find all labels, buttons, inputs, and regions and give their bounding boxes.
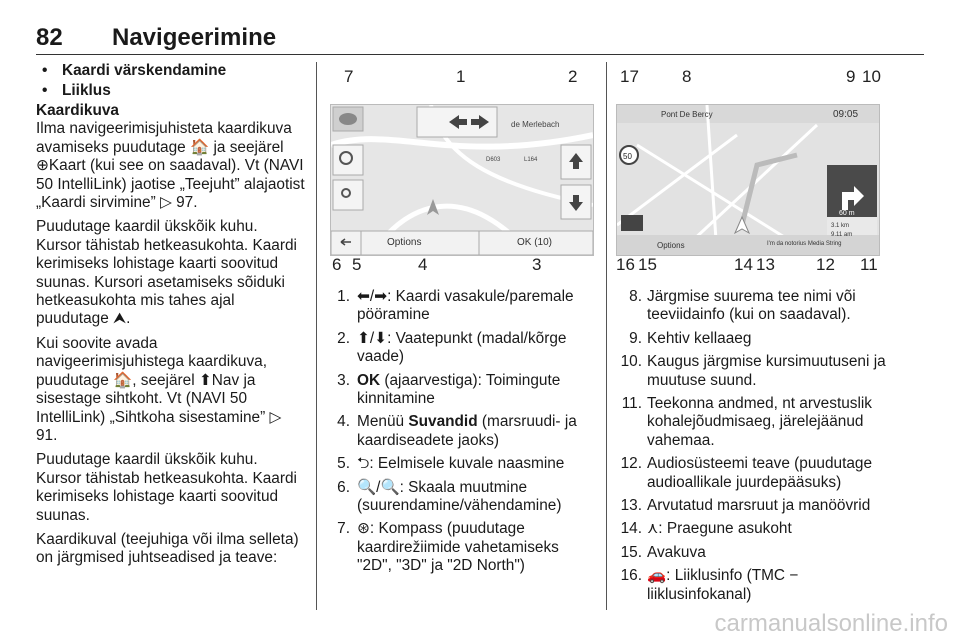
map-graphic [331, 105, 593, 255]
callout: 10 [862, 67, 881, 86]
callout: 7 [344, 67, 354, 86]
callout: 13 [756, 255, 775, 274]
legend-item: 8. Järgmise suurema tee nimi või teeviidainfo (kui on saadaval). [629, 288, 856, 324]
map-screen [616, 104, 880, 256]
bullet-item: • Kaardi värskendamine [36, 62, 306, 82]
callout: 17 [620, 67, 639, 86]
map-screen [330, 104, 594, 256]
callout: 6 [332, 255, 342, 274]
page-number: 82 [36, 24, 63, 51]
paragraph: Kaardikuval (teejuhiga või ilma selleta) on järgmised juhtseadised ja teave: [36, 530, 299, 567]
map-figure-1 [330, 67, 592, 274]
callout: 8 [682, 67, 692, 86]
options-button[interactable]: Options [387, 237, 422, 248]
legend-item: 13. Arvutatud marsruut ja manöövrid [620, 497, 871, 515]
legend-item: 9. Kehtiv kellaaeg [629, 329, 752, 347]
callout: 2 [568, 67, 578, 86]
legend-item: 10. Kaugus järgmise kursimuutuseni ja muutuse suund. [620, 353, 886, 389]
legend-item: 6. 🔍/🔍: Skaala muutmine (suurendamine/vähendamine) [337, 478, 562, 515]
paragraph: Ilma navigeerimisjuhisteta kaardikuva avamiseks puudutage 🏠 ja seejärel ⊕Kaart (kui see on saadaval). Vt (NAVI 50 IntelliLink) jaotise „Teejuht” alajaotist „Kaardi sirvimine” ▷ 97. [36, 120, 305, 212]
legend-item: 14. ⋏: Praegune asukoht [620, 520, 792, 538]
street-name: Pont De Bercy [661, 110, 713, 119]
callout: 11 [860, 255, 878, 274]
remaining-distance: 3.1 km [831, 223, 850, 229]
arrival-time: 9.11 am [831, 232, 853, 238]
speed-limit: 50 [623, 152, 632, 161]
legend-item: 1. ⬅/➡: Kaardi vasakule/paremale pööramine [337, 288, 574, 324]
column-middle [330, 62, 592, 581]
legend-item: 15. Avakuva [620, 543, 706, 561]
legend-item: 5. ⮌: Eelmisele kuvale naasmine [337, 455, 565, 473]
map-label: D603 [486, 157, 501, 163]
legend-item: 12. Audiosüsteemi teave (puudutage audioallikale juurdepääsuks) [620, 455, 873, 491]
turn-distance: 60 m [839, 210, 855, 217]
section-title: Kaardikuva [36, 102, 119, 119]
legend-item: 11. Teekonna andmed, nt arvestuslik kohalejõudmisaeg, järelejäänud vahemaa. [621, 395, 873, 449]
page-title: Navigeerimine [112, 24, 277, 51]
watermark: carmanualsonline.info [714, 610, 948, 637]
paragraph: Puudutage kaardil ükskõik kuhu. Kursor tähistab hetkeasukohta. Kaardi kerimiseks lohistage kaarti soovitud suunas. Kursori asetamiseks sõiduki hetkeasukohta mis tahes ajal puudutage ⮝. [36, 218, 297, 328]
paragraph: Kui soovite avada navigeerimisjuhistega kaardikuva, puudutage 🏠, seejärel ⬆Nav ja sisestage sihtkoht. Vt (NAVI 50 IntelliLink) „Sihtkoha sisestamine” ▷ 91. [36, 334, 282, 444]
legend-item: 4. Menüü Suvandid (marsruudi- ja kaardiseadete jaoks) [337, 413, 577, 449]
legend-item: 16. 🚗: Liiklusinfo (TMC − liiklusinfokanal) [620, 567, 799, 603]
media-info[interactable]: I'm da notorius Media String [767, 241, 842, 247]
column-divider [316, 62, 317, 610]
legend-list-1 [330, 288, 592, 576]
callout: 1 [456, 67, 466, 86]
column-left [36, 62, 306, 574]
options-button[interactable]: Options [657, 241, 685, 250]
column-divider [606, 62, 607, 610]
column-right [616, 62, 891, 609]
callout: 12 [816, 255, 835, 274]
map-label: de Merlebach [511, 120, 560, 129]
map-graphic [617, 105, 879, 255]
callout: 3 [532, 255, 542, 274]
paragraph: Puudutage kaardil ükskõik kuhu. Kursor tähistab hetkeasukohta. Kaardi kerimiseks lohistage kaarti soovitud suunas. [36, 451, 297, 524]
map-figure-2 [616, 67, 881, 274]
callout: 14 [734, 255, 753, 274]
legend-item: 3. OK (ajaarvestiga): Toimingute kinnitamine [337, 371, 561, 408]
ok-button[interactable]: OK (10) [517, 237, 553, 248]
page-header [36, 18, 924, 55]
legend-list-2 [616, 288, 891, 604]
bullet-item: • Liiklus [36, 82, 306, 102]
legend-item: 7. ⊛: Kompass (puudutage kaardirežiimide vahetamiseks "2D", "3D" ja "2D North") [337, 520, 559, 575]
callout: 4 [418, 255, 428, 274]
callout: 5 [352, 255, 362, 274]
map-label: L164 [524, 157, 538, 163]
callout: 15 [638, 255, 657, 274]
callout: 9 [846, 67, 856, 86]
clock: 09:05 [833, 109, 859, 120]
callout: 16 [616, 255, 635, 274]
legend-item: 2. ⬆/⬇: Vaatepunkt (madal/kõrge vaade) [337, 329, 567, 366]
